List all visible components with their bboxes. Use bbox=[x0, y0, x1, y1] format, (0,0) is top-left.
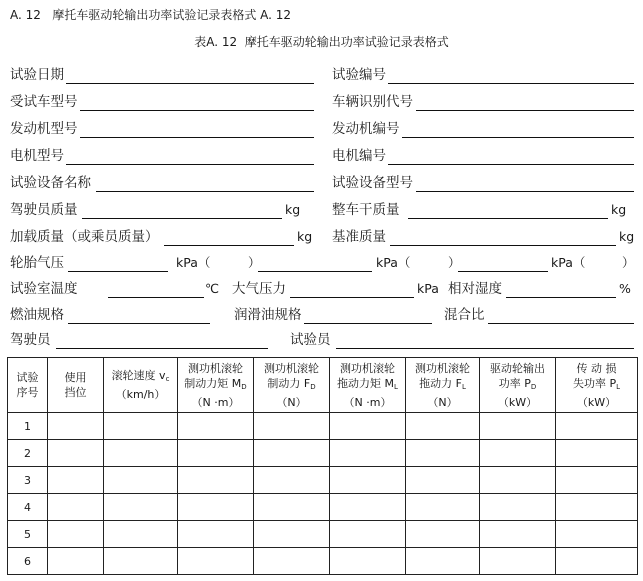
field-motor-number[interactable] bbox=[388, 164, 634, 165]
label-reference-mass: 基准质量 bbox=[332, 229, 386, 245]
table-row bbox=[8, 440, 638, 467]
table-cell[interactable] bbox=[178, 413, 254, 440]
subscript: D bbox=[241, 382, 247, 391]
column-header-9: 传 动 损 失功率 $P_L$ （kW） bbox=[556, 358, 638, 413]
label-lube-spec: 润滑油规格 bbox=[234, 307, 302, 323]
label-rider-mass: 驾驶员质量 bbox=[10, 202, 78, 218]
field-room-temp[interactable] bbox=[108, 297, 204, 298]
label-engine-model: 发动机型号 bbox=[10, 121, 78, 137]
field-tire-pressure-1[interactable] bbox=[68, 271, 168, 272]
table-row bbox=[8, 413, 638, 440]
field-equipment-model[interactable] bbox=[416, 191, 634, 192]
column-header-4: 测功机滚轮 制动力矩 $M_D$ （N ·m） bbox=[178, 358, 254, 413]
label-test-date: 试验日期 bbox=[10, 67, 64, 83]
field-curb-mass[interactable] bbox=[408, 218, 608, 219]
field-fuel-spec[interactable] bbox=[68, 323, 210, 324]
table-cell[interactable] bbox=[406, 548, 480, 575]
field-tester[interactable] bbox=[336, 348, 634, 349]
table-cell[interactable] bbox=[556, 521, 638, 548]
table-cell[interactable] bbox=[556, 440, 638, 467]
table-cell[interactable] bbox=[178, 467, 254, 494]
table-cell[interactable] bbox=[48, 548, 104, 575]
unit-percent: % bbox=[619, 281, 631, 296]
table-cell[interactable] bbox=[480, 440, 556, 467]
label-mixture-ratio: 混合比 bbox=[444, 307, 485, 323]
table-row bbox=[8, 467, 638, 494]
unit-close-paren: ） bbox=[248, 255, 261, 270]
table-cell[interactable] bbox=[406, 413, 480, 440]
unit-kpa-open: kPa（ bbox=[376, 255, 411, 270]
table-cell[interactable] bbox=[406, 440, 480, 467]
unit-celsius: ℃ bbox=[205, 281, 220, 296]
field-motor-model[interactable] bbox=[66, 164, 314, 165]
column-header-7: 测功机滚轮 拖动力 $F_L$ （N） bbox=[406, 358, 480, 413]
label-vehicle-model: 受试车型号 bbox=[10, 94, 78, 110]
subscript: D bbox=[530, 382, 537, 391]
table-cell[interactable] bbox=[556, 548, 638, 575]
table-cell[interactable] bbox=[48, 440, 104, 467]
label-vin: 车辆识别代号 bbox=[332, 94, 413, 110]
unit-close-paren: ） bbox=[622, 255, 635, 270]
label-tire-pressure: 轮胎气压 bbox=[10, 255, 64, 271]
column-header-1: 试验 序号 bbox=[8, 358, 48, 413]
table-cell[interactable] bbox=[556, 494, 638, 521]
row-number: 3 bbox=[8, 467, 48, 494]
table-cell[interactable] bbox=[178, 494, 254, 521]
unit-kg: kg bbox=[619, 229, 635, 244]
table-cell[interactable] bbox=[178, 440, 254, 467]
label-rider: 驾驶员 bbox=[10, 332, 51, 348]
label-curb-mass: 整车干质量 bbox=[332, 202, 400, 218]
table-cell[interactable] bbox=[480, 548, 556, 575]
field-load-mass[interactable] bbox=[164, 245, 294, 246]
column-header-2: 使用 挡位 bbox=[48, 358, 104, 413]
subscript: c bbox=[165, 375, 170, 383]
unit-kg: kg bbox=[611, 202, 627, 217]
table-cell[interactable] bbox=[556, 467, 638, 494]
unit-kg: kg bbox=[297, 229, 313, 244]
unit-kpa: kPa bbox=[417, 281, 439, 296]
table-cell[interactable] bbox=[330, 413, 406, 440]
field-reference-mass[interactable] bbox=[390, 245, 616, 246]
field-equipment-name[interactable] bbox=[96, 191, 314, 192]
field-rider[interactable] bbox=[56, 348, 268, 349]
column-header-8: 驱动轮输出 功率 $P_D$ （kW） bbox=[480, 358, 556, 413]
subscript: L bbox=[394, 382, 398, 391]
subscript: L bbox=[461, 382, 466, 391]
table-cell[interactable] bbox=[104, 521, 178, 548]
row-number: 6 bbox=[8, 548, 48, 575]
label-humidity: 相对湿度 bbox=[448, 281, 502, 297]
field-humidity[interactable] bbox=[506, 297, 616, 298]
table-cell[interactable] bbox=[104, 440, 178, 467]
row-number: 1 bbox=[8, 413, 48, 440]
table-header-row bbox=[8, 358, 638, 413]
field-lube-spec[interactable] bbox=[304, 323, 432, 324]
label-load-mass: 加载质量（或乘员质量） bbox=[10, 229, 159, 245]
subscript: L bbox=[616, 382, 621, 391]
row-number: 2 bbox=[8, 440, 48, 467]
record-table bbox=[7, 357, 638, 575]
label-equipment-name: 试验设备名称 bbox=[10, 175, 91, 191]
table-cell[interactable] bbox=[406, 467, 480, 494]
field-engine-number[interactable] bbox=[402, 137, 634, 138]
table-cell[interactable] bbox=[254, 413, 330, 440]
field-tire-pressure-3[interactable] bbox=[458, 271, 548, 272]
table-cell[interactable] bbox=[480, 413, 556, 440]
field-rider-mass[interactable] bbox=[82, 218, 282, 219]
column-header-3: 滚轮速度 $v_c$ （km/h） bbox=[104, 358, 178, 413]
table-row bbox=[8, 521, 638, 548]
table-cell[interactable] bbox=[330, 494, 406, 521]
label-tester: 试验员 bbox=[290, 332, 331, 348]
table-body bbox=[8, 413, 638, 575]
table-cell[interactable] bbox=[480, 467, 556, 494]
field-test-date[interactable] bbox=[66, 83, 314, 84]
table-cell[interactable] bbox=[254, 548, 330, 575]
table-row bbox=[8, 548, 638, 575]
column-header-6: 测功机滚轮 拖动力矩 $M_L$ （N ·m） bbox=[330, 358, 406, 413]
table-cell[interactable] bbox=[48, 494, 104, 521]
table-cell[interactable] bbox=[480, 494, 556, 521]
field-tire-pressure-2[interactable] bbox=[258, 271, 372, 272]
subscript: D bbox=[310, 382, 316, 391]
field-mixture-ratio[interactable] bbox=[488, 323, 634, 324]
unit-kpa-open: kPa（ bbox=[176, 255, 211, 270]
table-cell[interactable] bbox=[254, 440, 330, 467]
field-test-number[interactable] bbox=[388, 83, 634, 84]
table-cell[interactable] bbox=[48, 467, 104, 494]
table-cell[interactable] bbox=[104, 467, 178, 494]
label-equipment-model: 试验设备型号 bbox=[332, 175, 413, 191]
field-vehicle-model[interactable] bbox=[80, 110, 314, 111]
table-cell[interactable] bbox=[406, 521, 480, 548]
table-cell[interactable] bbox=[330, 548, 406, 575]
table-cell[interactable] bbox=[330, 467, 406, 494]
table-cell[interactable] bbox=[406, 494, 480, 521]
table-cell[interactable] bbox=[254, 467, 330, 494]
table-cell[interactable] bbox=[104, 548, 178, 575]
table-cell[interactable] bbox=[104, 494, 178, 521]
field-air-pressure[interactable] bbox=[290, 297, 414, 298]
unit-kpa-open: kPa（ bbox=[551, 255, 586, 270]
label-motor-model: 电机型号 bbox=[10, 148, 64, 164]
field-engine-model[interactable] bbox=[80, 137, 314, 138]
table-cell[interactable] bbox=[254, 521, 330, 548]
table-cell[interactable] bbox=[556, 413, 638, 440]
table-row bbox=[8, 494, 638, 521]
table-title: 表A. 12 摩托车驱动轮输出功率试验记录表格式 bbox=[194, 35, 449, 49]
table-cell[interactable] bbox=[480, 521, 556, 548]
table-cell[interactable] bbox=[330, 521, 406, 548]
table-cell[interactable] bbox=[48, 521, 104, 548]
table-cell[interactable] bbox=[178, 548, 254, 575]
row-number: 4 bbox=[8, 494, 48, 521]
label-room-temp: 试验室温度 bbox=[10, 281, 78, 297]
label-fuel-spec: 燃油规格 bbox=[10, 307, 64, 323]
section-heading: A. 12 摩托车驱动轮输出功率试验记录表格式 A. 12 bbox=[10, 8, 292, 22]
table-cell[interactable] bbox=[330, 440, 406, 467]
table-cell[interactable] bbox=[48, 413, 104, 440]
unit-kg: kg bbox=[285, 202, 301, 217]
table-cell[interactable] bbox=[178, 521, 254, 548]
label-motor-number: 电机编号 bbox=[332, 148, 386, 164]
label-air-pressure: 大气压力 bbox=[232, 281, 286, 297]
unit-close-paren: ） bbox=[448, 255, 461, 270]
label-test-number: 试验编号 bbox=[332, 67, 386, 83]
label-engine-number: 发动机编号 bbox=[332, 121, 400, 137]
table-cell[interactable] bbox=[254, 494, 330, 521]
row-number: 5 bbox=[8, 521, 48, 548]
table-cell[interactable] bbox=[104, 413, 178, 440]
column-header-5: 测功机滚轮 制动力 $F_D$ （N） bbox=[254, 358, 330, 413]
field-vin[interactable] bbox=[416, 110, 634, 111]
